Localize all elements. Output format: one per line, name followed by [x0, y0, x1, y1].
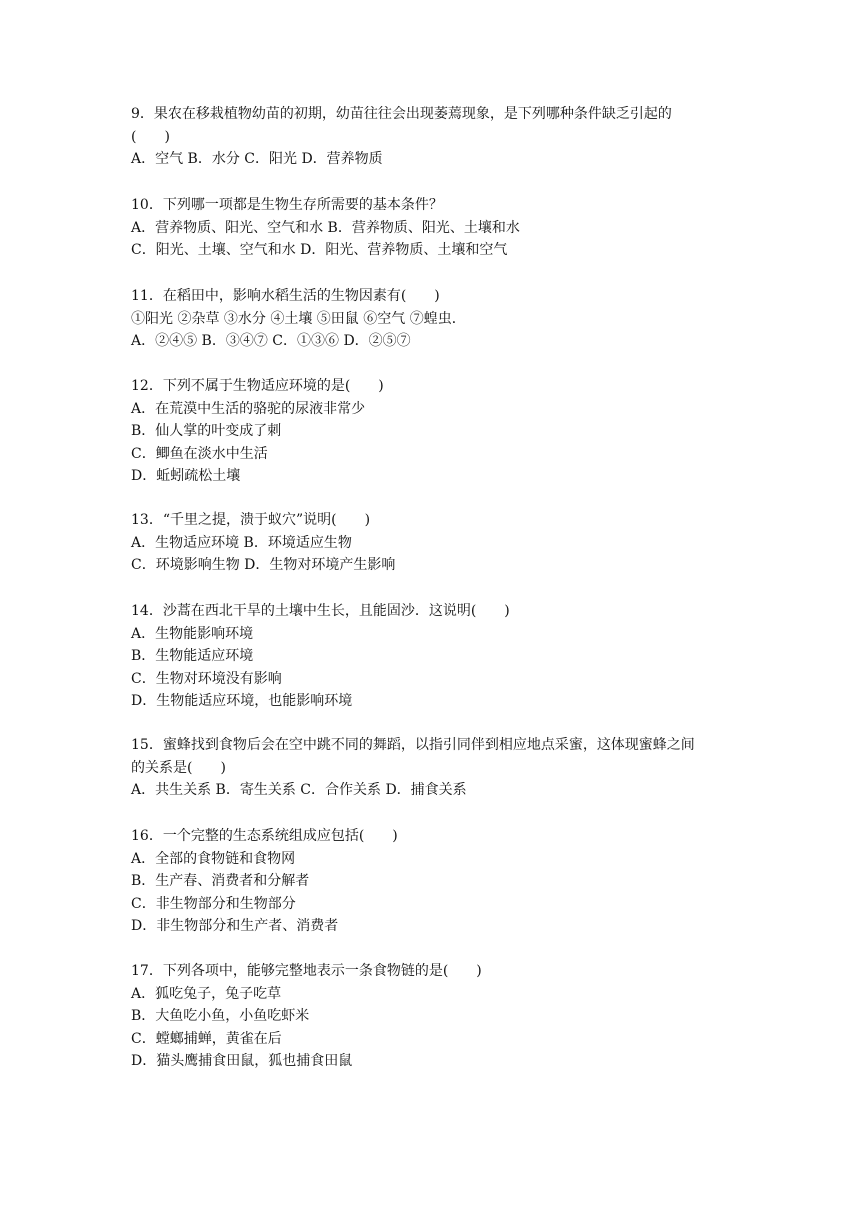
- question-12-option-b: B．仙人掌的叶变成了刺: [131, 423, 282, 439]
- question-9-options: A．空气 B．水分 C．阳光 D．营养物质: [131, 151, 383, 167]
- question-13-options-cd: C．环境影响生物 D．生物对环境产生影响: [131, 557, 396, 573]
- question-14-option-c: C．生物对环境没有影响: [131, 670, 282, 687]
- question-15-stem-cont: 的关系是( ): [131, 759, 226, 776]
- question-10-stem: 10．下列哪一项都是生物生存所需要的基本条件？: [131, 197, 443, 213]
- question-9-stem: 9．果农在移栽植物幼苗的初期，幼苗往往会出现萎蔫现象，是下列哪种条件缺乏引起的: [131, 106, 672, 122]
- question-16-stem: 16．一个完整的生态系统组成应包括( ): [131, 828, 398, 844]
- question-15-stem: 15．蜜蜂找到食物后会在空中跳不同的舞蹈，以指引同伴到相应地点采蜜，这体现蜜蜂之间: [131, 737, 695, 753]
- question-16-option-a: A．全部的食物链和食物网: [131, 850, 296, 867]
- question-17-option-c: C．螳螂捕蝉，黄雀在后: [131, 1030, 282, 1047]
- question-14-option-d: D．生物能适应环境，也能影响环境: [131, 693, 353, 709]
- question-13-stem: 13．“千里之提，溃于蚁穴”说明( ): [131, 512, 371, 528]
- question-15-options: A．共生关系 B．寄生关系 C．合作关系 D．捕食关系: [131, 782, 467, 798]
- question-12-option-d: D．蚯蚓疏松土壤: [131, 468, 241, 484]
- question-16-option-c: C．非生物部分和生物部分: [131, 895, 296, 912]
- question-17-option-d: D．猫头鹰捕食田鼠，狐也捕食田鼠: [131, 1053, 353, 1069]
- question-13-options-ab: A．生物适应环境 B．环境适应生物: [131, 534, 352, 551]
- question-13: [131, 509, 731, 577]
- question-14: [131, 600, 731, 713]
- question-16-option-b: B．生产春、消费者和分解者: [131, 873, 310, 889]
- question-17: [131, 960, 731, 1073]
- question-12-stem: 12．下列不属于生物适应环境的是( ): [131, 378, 384, 394]
- question-9: [131, 103, 731, 171]
- question-9-bracket: ( ): [131, 128, 170, 145]
- question-12-option-a: A．在荒漠中生活的骆驼的尿液非常少: [131, 400, 366, 417]
- question-10-options-ab: A．营养物质、阳光、空气和水 B．营养物质、阳光、土壤和水: [131, 219, 520, 236]
- question-11-factors: ①阳光 ②杂草 ③水分 ④土壤 ⑤田鼠 ⑥空气 ⑦蝗虫．: [131, 310, 466, 327]
- question-16-option-d: D．非生物部分和生产者、消费者: [131, 918, 339, 934]
- question-10-options-cd: C．阳光、土壤、空气和水 D．阳光、营养物质、土壤和空气: [131, 242, 508, 258]
- question-12-option-c: C．鲫鱼在淡水中生活: [131, 445, 268, 462]
- question-17-stem: 17．下列各项中，能够完整地表示一条食物链的是( ): [131, 963, 482, 979]
- question-12: [131, 375, 731, 488]
- question-11-stem: 11．在稻田中，影响水稻生活的生物因素有( ): [131, 288, 440, 304]
- question-17-option-b: B．大鱼吃小鱼，小鱼吃虾米: [131, 1008, 310, 1024]
- question-16: [131, 825, 731, 938]
- question-11-options: A．②④⑤ B．③④⑦ C．①③⑥ D．②⑤⑦: [131, 333, 411, 349]
- question-17-option-a: A．狐吃兔子，兔子吃草: [131, 985, 282, 1002]
- question-15: [131, 734, 731, 802]
- question-14-option-b: B．生物能适应环境: [131, 648, 254, 664]
- question-10: [131, 194, 731, 262]
- question-14-option-a: A．生物能影响环境: [131, 625, 254, 642]
- question-11: [131, 285, 731, 353]
- question-14-stem: 14．沙蒿在西北干旱的土壤中生长，且能固沙．这说明( ): [131, 603, 510, 619]
